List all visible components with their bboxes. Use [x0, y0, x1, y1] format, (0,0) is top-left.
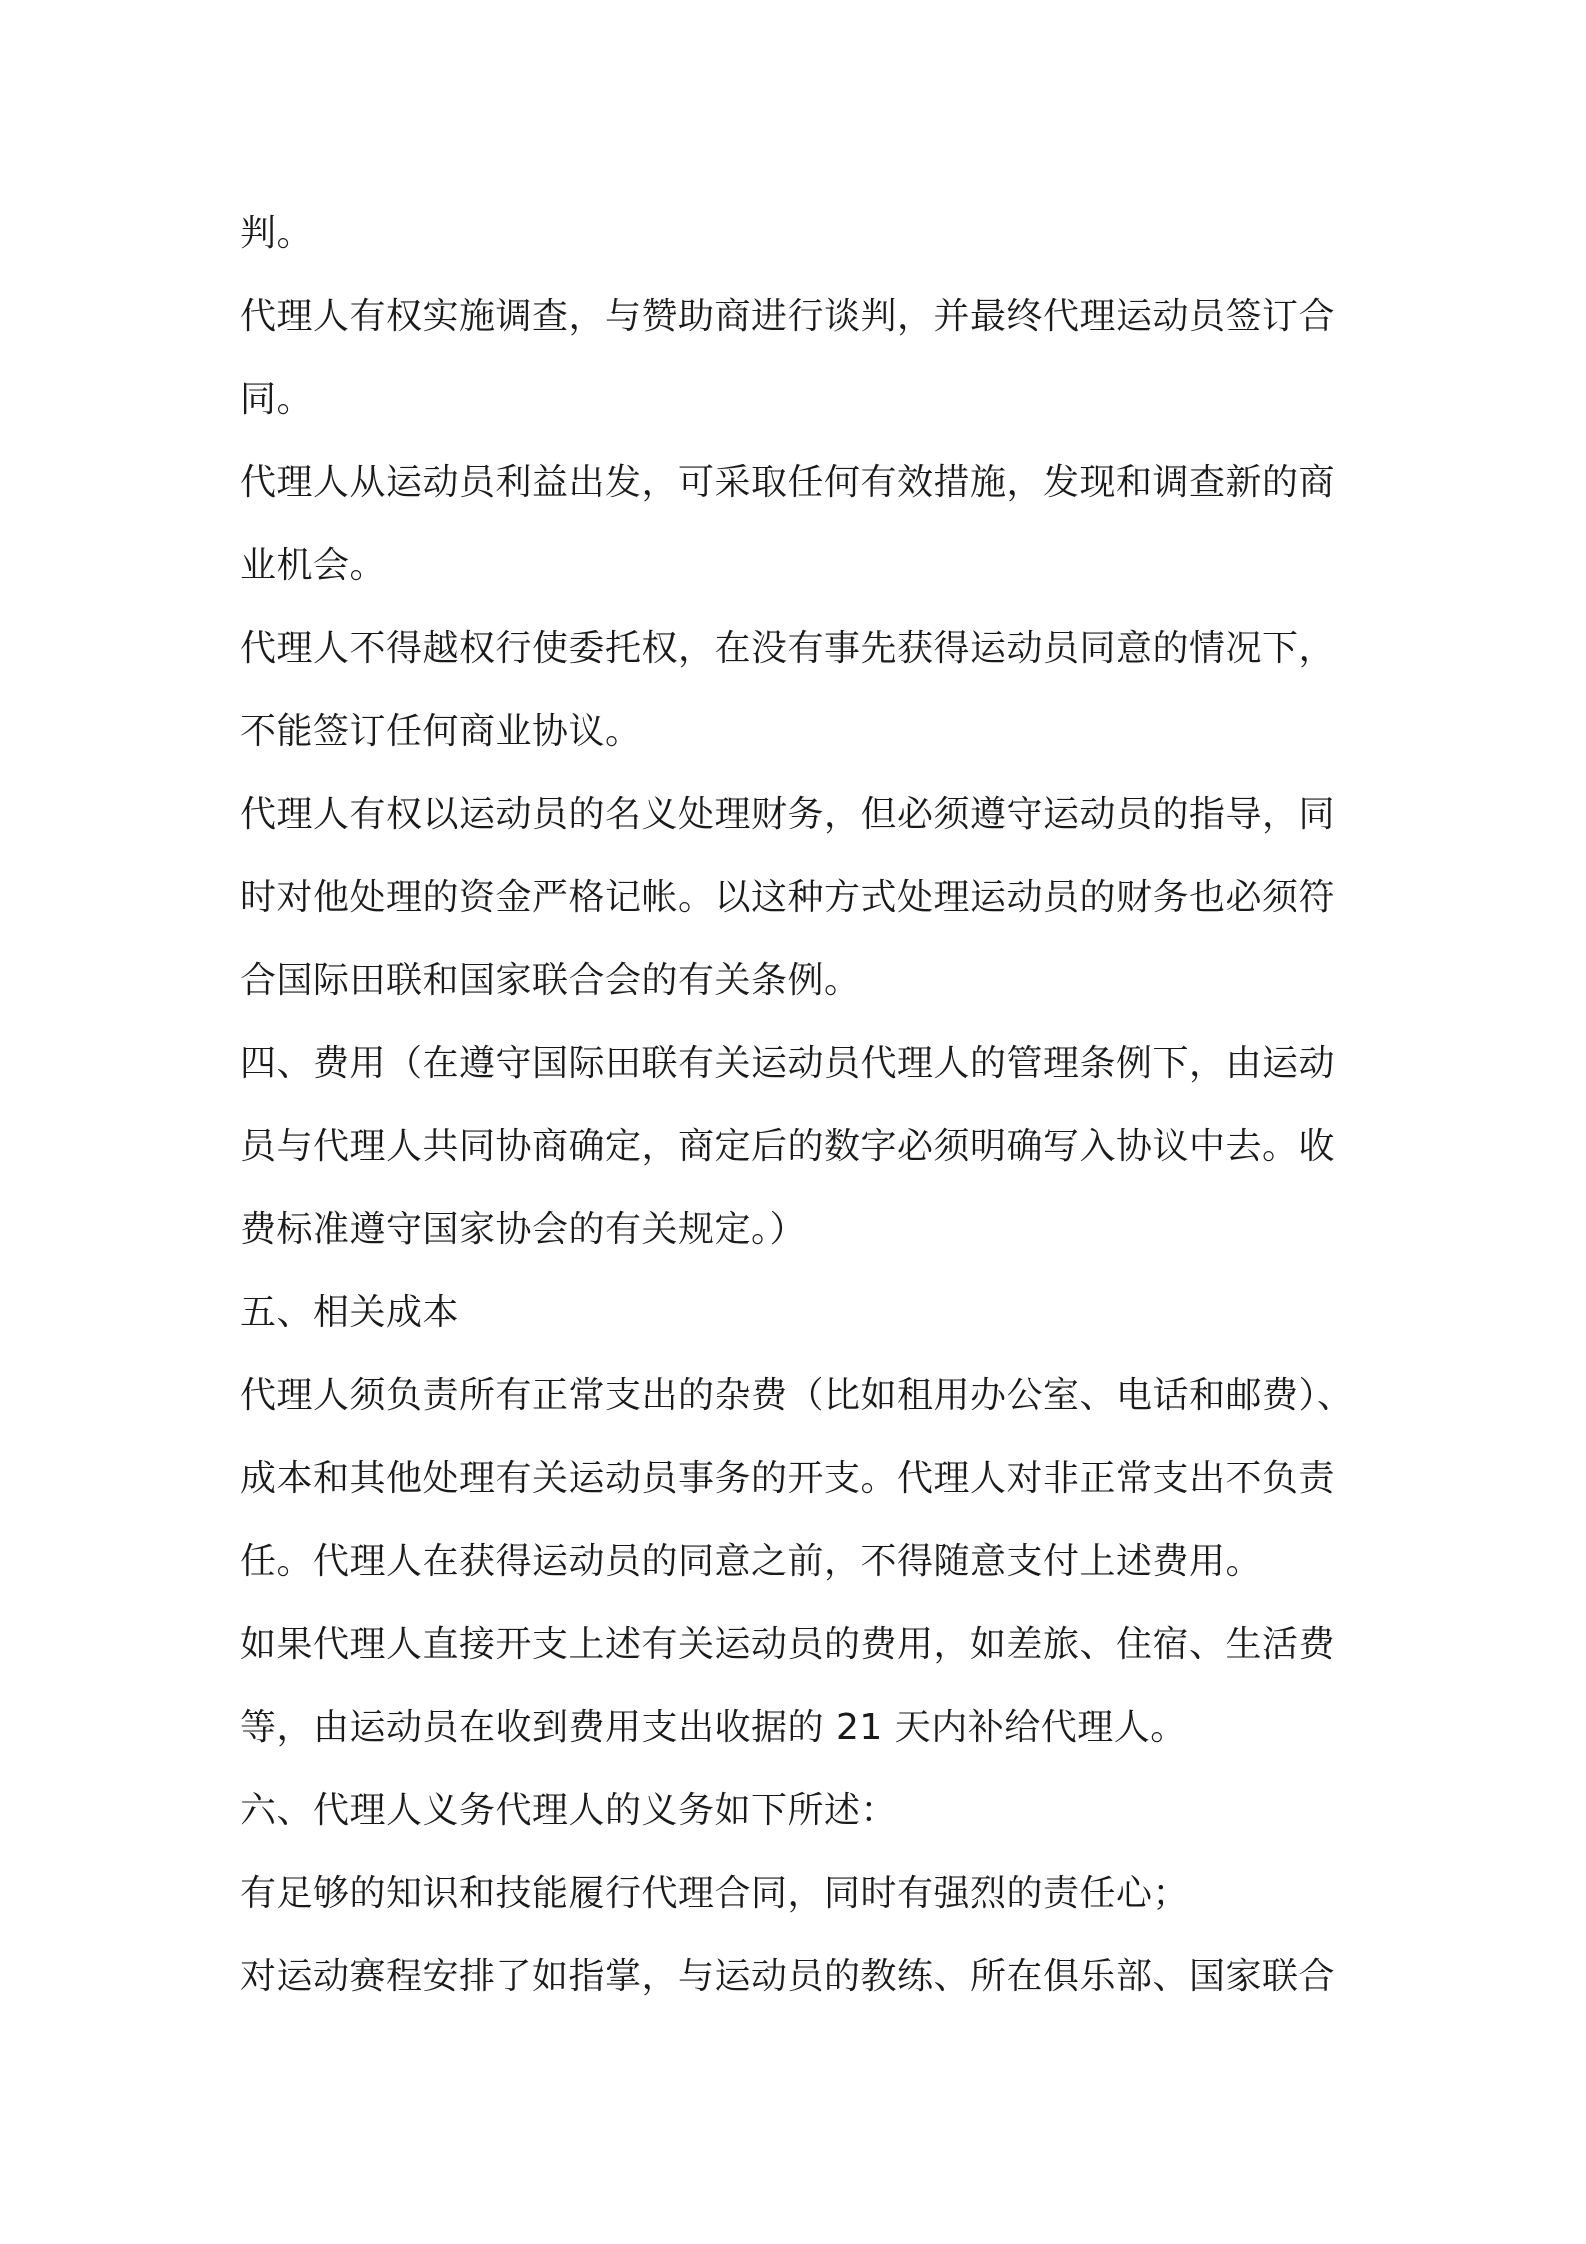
section-heading-costs: 五、相关成本	[240, 1292, 460, 1333]
text-line: 代理人不得越权行使委托权，在没有事先获得运动员同意的情况下，	[240, 628, 1336, 669]
text-line: 代理人须负责所有正常支出的杂费（比如租用办公室、电话和邮费）、	[240, 1375, 1354, 1416]
text-line: 代理人有权实施调查，与赞助商进行谈判，并最终代理运动员签订合	[240, 296, 1336, 337]
text-line: 有足够的知识和技能履行代理合同，同时有强烈的责任心；	[240, 1873, 1190, 1914]
document-body	[240, 192, 1370, 2018]
text-line: 费标准遵守国家协会的有关规定。）	[240, 1209, 807, 1250]
text-line: 合国际田联和国家联合会的有关条例。	[240, 960, 861, 1001]
text-line: 业机会。	[240, 545, 387, 586]
text-line: 等，由运动员在收到费用支出收据的 21 天内补给代理人。	[240, 1707, 1187, 1748]
text-line: 如果代理人直接开支上述有关运动员的费用，如差旅、住宿、生活费	[240, 1624, 1336, 1665]
text-line: 代理人有权以运动员的名义处理财务，但必须遵守运动员的指导，同	[240, 794, 1336, 835]
text-line: 判。	[240, 213, 314, 254]
text-line: 不能签订任何商业协议。	[240, 711, 642, 752]
text-line: 成本和其他处理有关运动员事务的开支。代理人对非正常支出不负责	[240, 1458, 1336, 1499]
text-line: 代理人从运动员利益出发，可采取任何有效措施，发现和调查新的商	[240, 462, 1336, 503]
text-line: 任。代理人在获得运动员的同意之前，不得随意支付上述费用。	[240, 1541, 1263, 1582]
section-heading-duties: 六、代理人义务代理人的义务如下所述：	[240, 1790, 898, 1831]
text-line: 员与代理人共同协商确定，商定后的数字必须明确写入协议中去。收	[240, 1126, 1336, 1167]
section-heading-fees: 四、费用（在遵守国际田联有关运动员代理人的管理条例下，由运动	[240, 1043, 1336, 1084]
text-line: 时对他处理的资金严格记帐。以这种方式处理运动员的财务也必须符	[240, 877, 1336, 918]
text-line: 对运动赛程安排了如指掌，与运动员的教练、所在俱乐部、国家联合	[240, 1956, 1336, 1997]
text-line: 同。	[240, 379, 314, 420]
